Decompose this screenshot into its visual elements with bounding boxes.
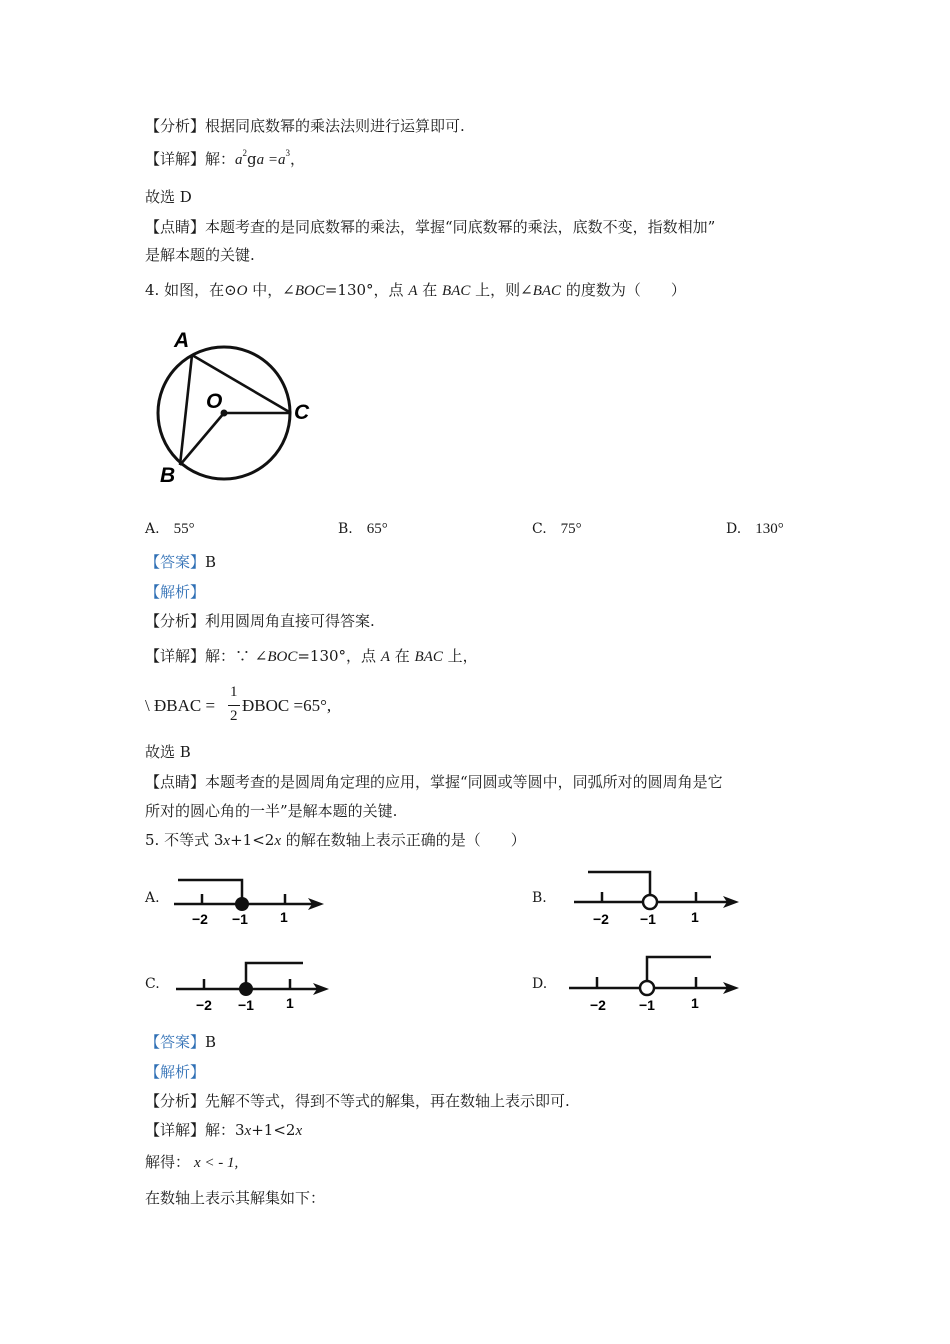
q4-conclusion: 故选 B xyxy=(145,743,191,761)
q3-detail-prefix: 【详解】解： xyxy=(145,150,236,168)
tick-label: −2 xyxy=(590,997,606,1013)
label-c: C xyxy=(294,401,310,424)
q4-detail-boc: BOC xyxy=(267,649,298,665)
answer-tag: 【答案】 xyxy=(145,553,206,571)
q3-detail-end: ， xyxy=(290,150,306,168)
solve-result: x < - 1, xyxy=(194,1155,239,1171)
q4-comment-2: 所对的圆心角的一半”是解本题的关键. xyxy=(145,802,398,820)
option-letter: C. xyxy=(532,521,547,537)
tick-label: 1 xyxy=(286,995,294,1011)
option-value: 75° xyxy=(560,521,582,537)
q4-stem-part: 在 xyxy=(417,281,443,299)
q5-analysis: 【分析】先解不等式，得到不等式的解集，再在数轴上表示即可. xyxy=(145,1092,570,1110)
q5-answer xyxy=(145,1031,216,1053)
answer-value: B xyxy=(205,1033,217,1051)
q5-stem-part: 的解在数轴上表示正确的是（ ） xyxy=(280,831,526,849)
formula-left: \ ÐBAC = xyxy=(145,696,216,715)
option-letter: A. xyxy=(145,521,160,537)
solve-label: 解得： xyxy=(145,1153,191,1171)
q4-comment-1: 【点睛】本题考查的是圆周角定理的应用，掌握“同圆或等圆中，同弧所对的圆周角是它 xyxy=(145,773,723,791)
q4-detail-a: A xyxy=(380,649,390,665)
q4-explain-tag: 【解析】 xyxy=(145,583,206,601)
label-a: A xyxy=(174,329,190,352)
q5-detail-x: x xyxy=(295,1123,303,1139)
q4-detail-part: 在 xyxy=(389,647,415,665)
q4-stem-part: 4. 如图，在⊙ xyxy=(145,281,237,299)
q3-exp2: 3 xyxy=(285,148,290,158)
q4-detail-part: 上， xyxy=(442,647,478,665)
q5-option-c-letter[interactable]: C. xyxy=(145,976,160,992)
q5-detail-x: x xyxy=(244,1123,252,1139)
q5-detail-part: +1<2 xyxy=(251,1121,296,1139)
q5-option-a-letter[interactable]: A. xyxy=(145,890,160,906)
tick-label: 1 xyxy=(691,995,699,1011)
tick-label: −1 xyxy=(232,911,248,927)
q5-stem xyxy=(145,829,526,852)
q5-stem-part: +1<2 xyxy=(230,831,275,849)
option-letter: D. xyxy=(726,521,742,537)
q4-stem-a: A xyxy=(408,283,418,299)
q4-stem-part: 的度数为（ ） xyxy=(561,281,686,299)
q4-stem xyxy=(145,279,686,302)
tick-label: −2 xyxy=(192,911,208,927)
q4-stem-part: =130°，点 xyxy=(324,281,409,299)
label-o: O xyxy=(206,390,223,413)
tick-label: −2 xyxy=(196,997,212,1013)
q5-detail xyxy=(145,1119,302,1142)
q4-stem-arc: BAC xyxy=(442,283,471,299)
q4-analysis: 【分析】利用圆周角直接可得答案. xyxy=(145,612,375,630)
formula-right: ÐBOC =65°, xyxy=(242,696,332,715)
q5-option-d-numberline[interactable] xyxy=(565,952,745,1016)
option-value: 55° xyxy=(173,521,195,537)
q4-stem-bac: BAC xyxy=(532,283,562,299)
q4-stem-o: O xyxy=(236,283,248,299)
q3-analysis: 【分析】根据同底数幂的乘法法则进行运算即可. xyxy=(145,117,465,135)
q5-stem-x: x xyxy=(274,833,281,849)
tick-label: −1 xyxy=(640,911,656,927)
q4-detail xyxy=(145,645,478,668)
q3-detail xyxy=(145,148,305,172)
q4-stem-boc: BOC xyxy=(294,283,325,299)
q5-option-d-letter[interactable]: D. xyxy=(532,976,548,992)
q4-answer xyxy=(145,551,216,573)
tick-label: −2 xyxy=(593,911,609,927)
q5-option-c-numberline[interactable] xyxy=(172,956,337,1018)
q5-detail-part: 【详解】解：3 xyxy=(145,1121,245,1139)
q4-detail-part: 【详解】解：∵ ∠ xyxy=(145,647,268,665)
q5-option-b-numberline[interactable] xyxy=(570,866,745,930)
answer-tag: 【答案】 xyxy=(145,1033,206,1051)
label-b: B xyxy=(160,464,176,487)
answer-value: B xyxy=(205,553,217,571)
q5-option-a-numberline[interactable] xyxy=(170,872,330,930)
q4-option-d[interactable] xyxy=(726,521,784,538)
q5-option-b-letter[interactable]: B. xyxy=(532,890,547,906)
q5-explain-tag: 【解析】 xyxy=(145,1063,206,1081)
radius-ob xyxy=(180,413,224,465)
q3-exp1: 2 xyxy=(242,148,248,158)
q4-detail-arc: BAC xyxy=(414,649,443,665)
q4-stem-part: 中，∠ xyxy=(247,281,295,299)
q5-solve xyxy=(145,1151,238,1174)
tick-label: −1 xyxy=(639,997,655,1013)
chord-ab xyxy=(180,355,192,465)
option-value: 65° xyxy=(366,521,388,537)
q4-option-a[interactable] xyxy=(145,521,195,538)
q4-option-b[interactable] xyxy=(338,521,388,538)
q4-stem-part: 上，则∠ xyxy=(470,281,533,299)
fraction-bar xyxy=(228,705,240,706)
q3-formula-base: a xyxy=(235,152,243,168)
q5-final-line: 在数轴上表示其解集如下： xyxy=(145,1189,326,1207)
tick-label: −1 xyxy=(238,997,254,1013)
tick-label: 1 xyxy=(691,909,699,925)
q3-dot: g xyxy=(247,150,257,168)
q3-formula-mid: a =a xyxy=(256,152,286,168)
formula-numerator: 1 xyxy=(230,684,238,700)
q3-comment-2: 是解本题的关键. xyxy=(145,246,255,264)
formula-denominator: 2 xyxy=(230,708,238,724)
tick-label: 1 xyxy=(280,909,288,925)
option-letter: B. xyxy=(338,521,353,537)
q3-comment-1: 【点睛】本题考查的是同底数幂的乘法，掌握“同底数幂的乘法，底数不变，指数相加” xyxy=(145,218,716,236)
q4-option-c[interactable] xyxy=(532,521,582,538)
q4-detail-part: =130°，点 xyxy=(297,647,381,665)
option-value: 130° xyxy=(755,521,784,537)
q5-stem-part: 5. 不等式 3 xyxy=(145,831,224,849)
q3-conclusion: 故选 D xyxy=(145,188,192,206)
q5-stem-x: x xyxy=(223,833,231,849)
circle-figure xyxy=(150,325,325,490)
